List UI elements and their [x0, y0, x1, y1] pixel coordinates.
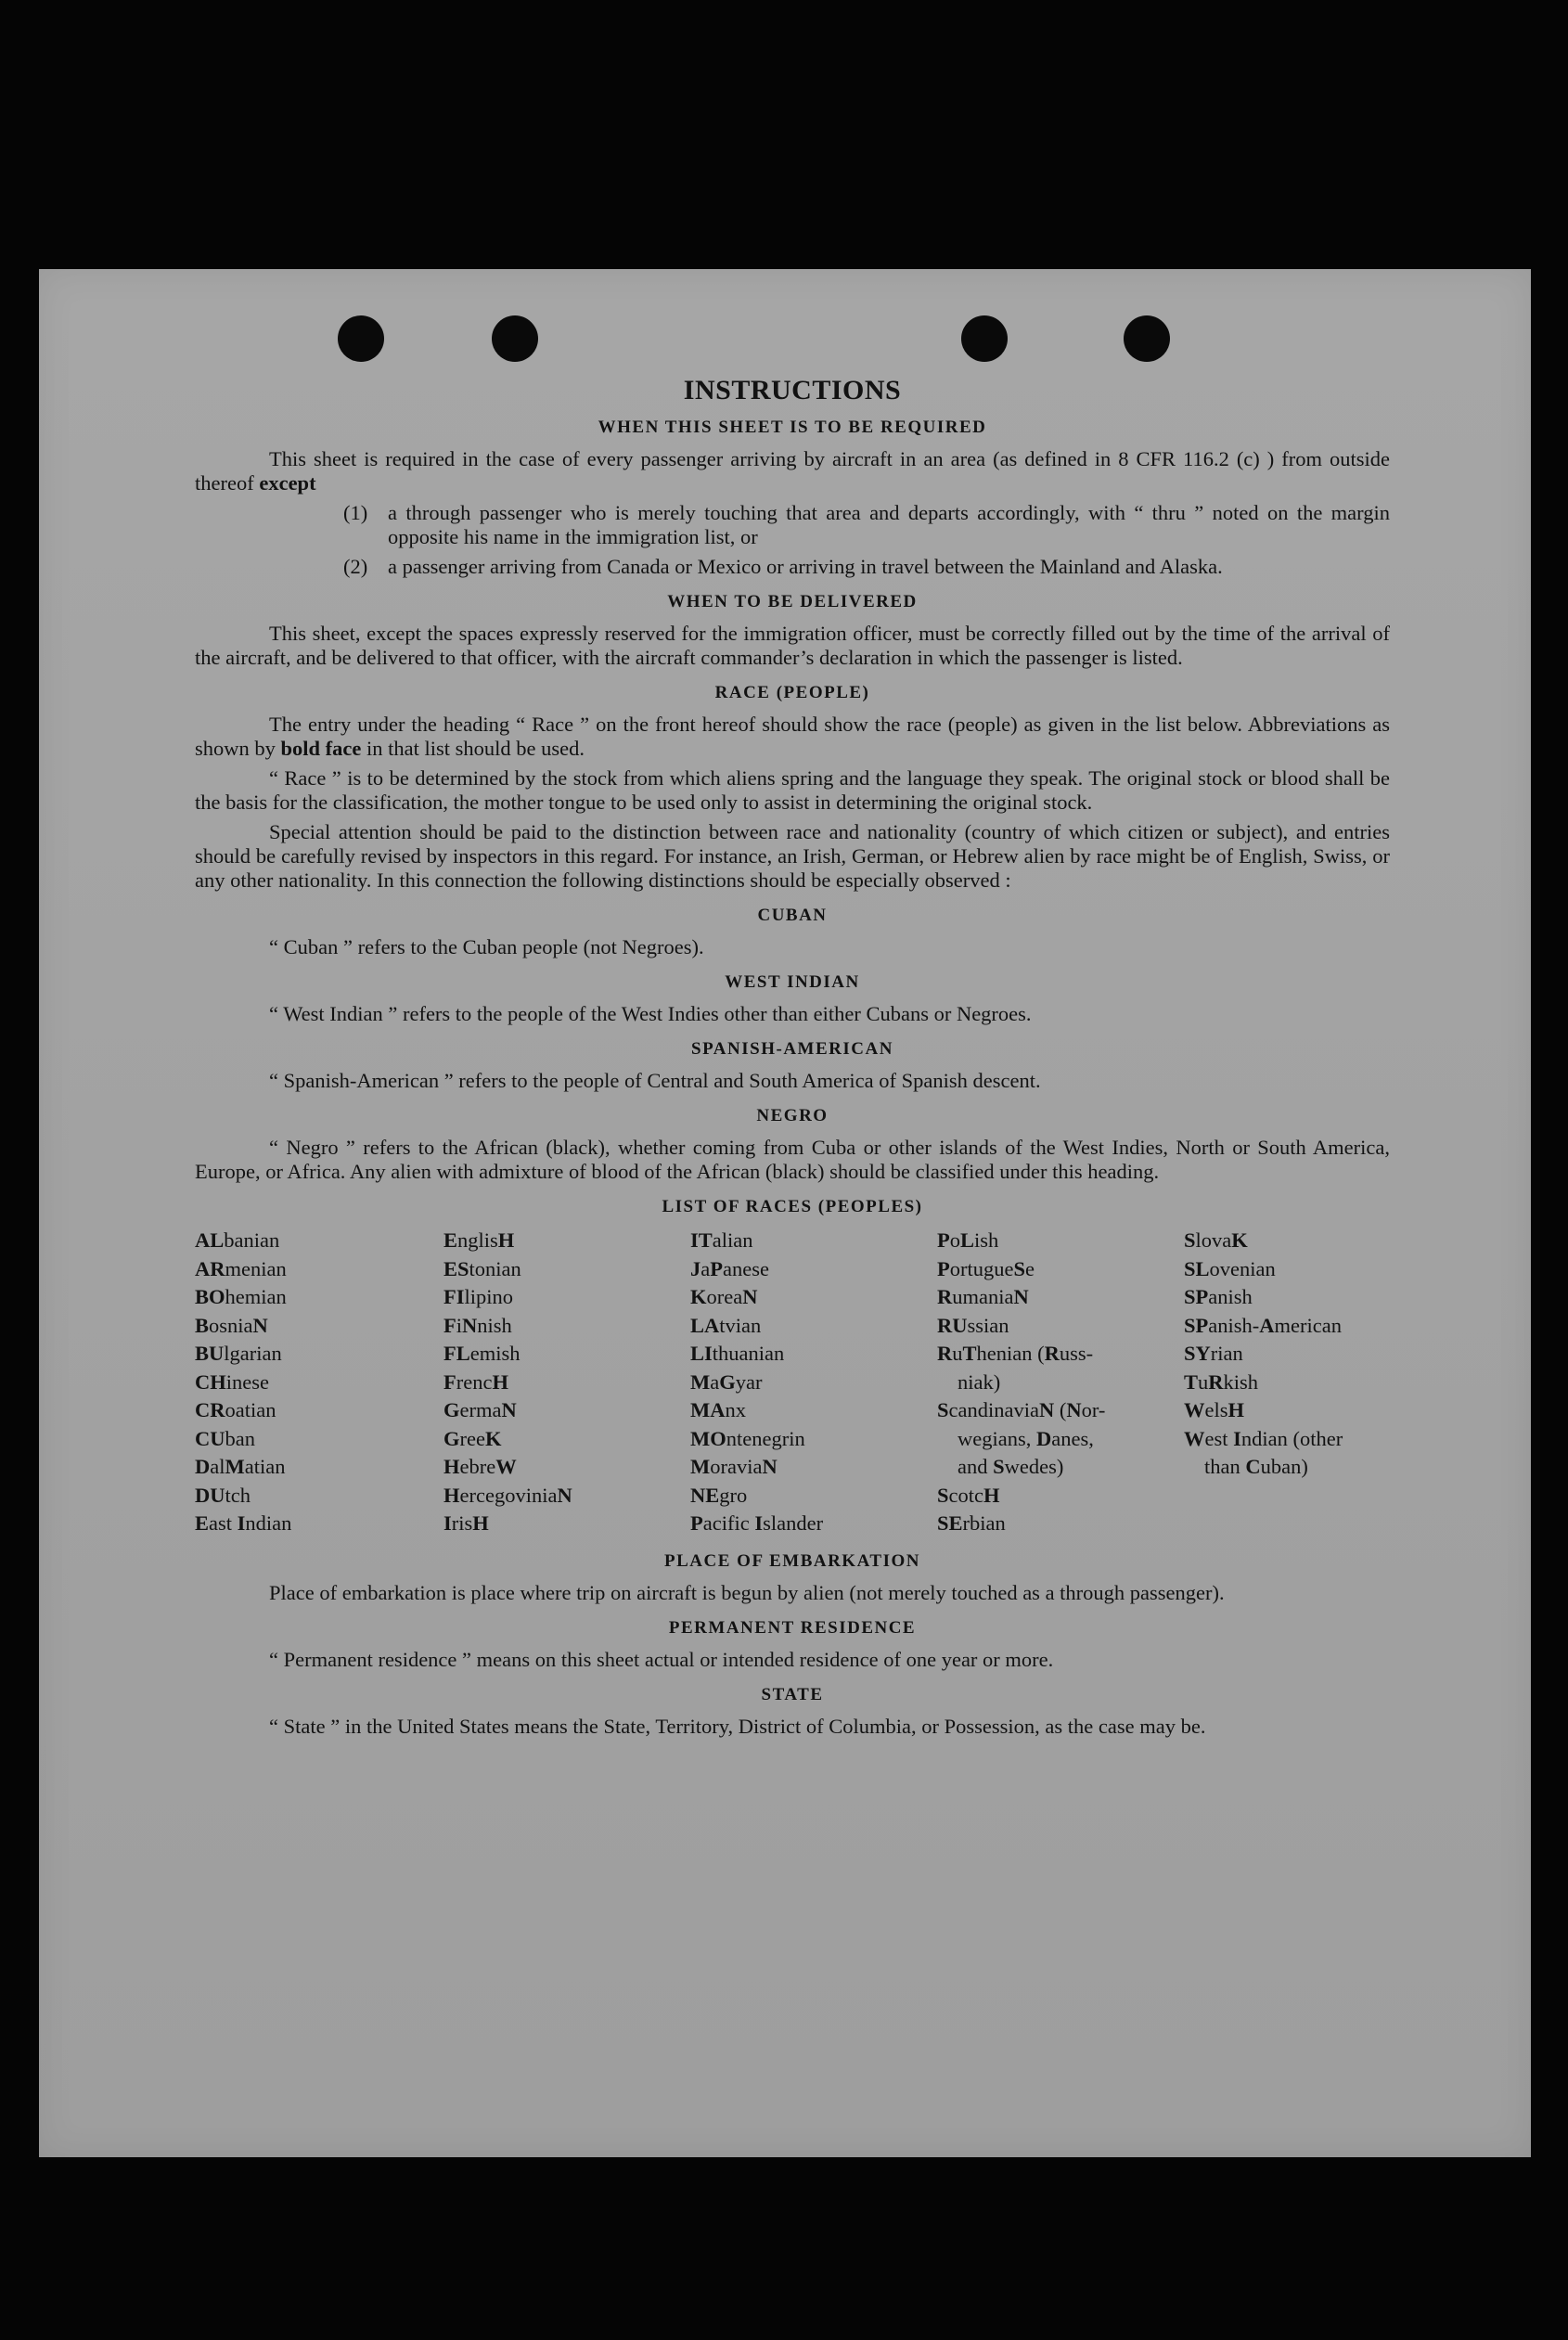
race-entry: EnglisH	[443, 1228, 515, 1252]
race-entry: MaGyar	[690, 1369, 763, 1394]
race-entry: DUtch	[195, 1483, 251, 1507]
race-entry: GreeK	[443, 1426, 502, 1450]
race-entry: PortugueSe	[937, 1256, 1035, 1280]
race-entry: SLovenian	[1184, 1256, 1276, 1280]
race-entry: ITalian	[690, 1228, 753, 1252]
paragraph-west-indian: “ West Indian ” refers to the people of the West Indies other than either Cubans or Negroes.	[269, 1002, 1032, 1025]
race-entry: RUssian	[937, 1313, 1009, 1337]
race-entry: LIthuanian	[690, 1342, 785, 1365]
race-entry: CUban	[195, 1426, 255, 1450]
race-entry: KoreaN	[690, 1285, 758, 1308]
heading-west-indian: WEST INDIAN	[725, 972, 860, 992]
race-entry: EStonian	[443, 1256, 521, 1280]
race-entry: West Indian (other	[1184, 1426, 1343, 1450]
race-entry: niak)	[958, 1369, 1001, 1394]
races-column	[443, 1227, 690, 1538]
race-entry: ALbanian	[195, 1228, 280, 1252]
heading-embarkation: PLACE OF EMBARKATION	[664, 1550, 920, 1571]
race-entry: MoraviaN	[690, 1455, 778, 1478]
race-entry: and Swedes)	[958, 1455, 1064, 1478]
race-entry: FrencH	[443, 1369, 508, 1394]
heading-permanent-residence: PERMANENT RESIDENCE	[668, 1617, 917, 1638]
races-list	[195, 1227, 1390, 1538]
paragraph-negro: “ Negro ” refers to the African (black), whether coming from Cuba or other islands of the West Indies, North or South America, Europe, or Africa. Any alien with admixture of blood of the African (black) should be classified under this heading.	[195, 1136, 1390, 1183]
list-item: (1) a through passenger who is merely touching that area and departs accordingly, with “ thru ” noted on the margin opposite his name in the immigration list, or	[343, 501, 1390, 548]
race-entry: CHinese	[195, 1369, 269, 1394]
paragraph-embarkation: Place of embarkation is place where trip on aircraft is begun by alien (not merely touched as a through passenger).	[269, 1580, 1225, 1604]
race-entry: ScandinaviaN (Nor-	[937, 1398, 1106, 1421]
race-entry: HebreW	[443, 1455, 517, 1478]
race-entry: RuThenian (Russ-	[937, 1342, 1094, 1365]
page-title: INSTRUCTIONS	[683, 375, 902, 405]
races-column	[1184, 1227, 1390, 1538]
race-entry: ScotcH	[937, 1483, 1000, 1507]
race-entry: FLemish	[443, 1342, 521, 1365]
race-entry: TuRkish	[1184, 1369, 1259, 1394]
paragraph-race-2: “ Race ” is to be determined by the stock from which aliens spring and the language they speak. The original stock or blood shall be the basis for the classification, the mother tongue to be used only to assist in determining the original stock.	[195, 766, 1390, 814]
race-entry: LAtvian	[690, 1313, 762, 1337]
race-entry: IrisH	[443, 1511, 489, 1535]
race-entry: SPanish	[1184, 1285, 1253, 1308]
race-entry: DalMatian	[195, 1455, 286, 1478]
heading-spanish-american: SPANISH-AMERICAN	[691, 1039, 893, 1059]
punch-hole	[492, 315, 538, 362]
race-entry: WelsH	[1184, 1398, 1245, 1421]
document-sheet	[39, 269, 1531, 2157]
races-column	[195, 1227, 443, 1538]
race-entry: BosniaN	[195, 1313, 268, 1337]
race-entry: MAnx	[690, 1398, 746, 1421]
race-entry: HercegoviniaN	[443, 1483, 572, 1507]
instructions-text	[195, 375, 1390, 1744]
race-entry: SlovaK	[1184, 1228, 1248, 1252]
races-column	[937, 1227, 1184, 1538]
paragraph-race-3: Special attention should be paid to the distinction between race and nationality (country of which citizen or subject), and entries should be carefully revised by inspectors in this regard. For instance, an Irish, German, or Hebrew alien by race might be of English, Swiss, or any other nationality. In this connection the following distinctions should be especially observed :	[195, 820, 1390, 892]
race-entry: East Indian	[195, 1511, 292, 1535]
paragraph-when-required: This sheet is required in the case of every passenger arriving by aircraft in an area (as defined in 8 CFR 116.2 (c) ) from outside thereof except	[195, 447, 1390, 495]
race-entry: SYrian	[1184, 1342, 1243, 1365]
heading-state: STATE	[761, 1684, 824, 1704]
race-entry: than Cuban)	[1204, 1455, 1308, 1478]
heading-list-of-races: LIST OF RACES (PEOPLES)	[662, 1197, 923, 1216]
race-entry: PoLish	[937, 1228, 999, 1252]
race-entry: NEgro	[690, 1483, 748, 1507]
heading-when-delivered: WHEN TO BE DELIVERED	[667, 592, 918, 611]
race-entry: wegians, Danes,	[958, 1426, 1094, 1450]
race-entry: FIlipino	[443, 1285, 514, 1308]
paragraph-race-1: The entry under the heading “ Race ” on the front hereof should show the race (people) as given in the list below. Abbreviations as shown by bold face in that list should be used.	[195, 713, 1390, 760]
races-column	[690, 1227, 937, 1538]
punch-hole	[961, 315, 1008, 362]
race-entry: BOhemian	[195, 1285, 287, 1308]
heading-negro: NEGRO	[756, 1106, 829, 1125]
race-entry: RumaniaN	[937, 1285, 1029, 1308]
paragraph-state: “ State ” in the United States means the State, Territory, District of Columbia, or Possession, as the case may be.	[269, 1714, 1206, 1738]
heading-when-required: WHEN THIS SHEET IS TO BE REQUIRED	[598, 418, 987, 437]
heading-cuban: CUBAN	[757, 906, 828, 925]
race-entry: ARmenian	[195, 1256, 287, 1280]
paragraph-spanish-american: “ Spanish-American ” refers to the people of Central and South America of Spanish descent.	[269, 1069, 1041, 1092]
race-entry: GermaN	[443, 1398, 517, 1421]
race-entry: CRoatian	[195, 1398, 276, 1421]
race-entry: MOntenegrin	[690, 1426, 805, 1450]
race-entry: SErbian	[937, 1511, 1006, 1535]
heading-race: RACE (PEOPLE)	[714, 683, 870, 702]
paragraph-when-delivered: This sheet, except the spaces expressly reserved for the immigration officer, must be correctly filled out by the time of the arrival of the aircraft, and be delivered to that officer, with the aircraft commander’s declaration in which the passenger is listed.	[195, 622, 1390, 669]
list-item: (2) a passenger arriving from Canada or Mexico or arriving in travel between the Mainland and Alaska.	[343, 555, 1223, 578]
punch-hole	[338, 315, 384, 362]
paragraph-permanent-residence: “ Permanent residence ” means on this sheet actual or intended residence of one year or more.	[269, 1647, 1054, 1671]
race-entry: SPanish-American	[1184, 1313, 1342, 1337]
race-entry: JaPanese	[690, 1256, 769, 1280]
punch-hole	[1124, 315, 1170, 362]
paragraph-cuban: “ Cuban ” refers to the Cuban people (not Negroes).	[269, 935, 704, 958]
race-entry: Pacific Islander	[690, 1511, 824, 1535]
race-entry: FiNnish	[443, 1313, 512, 1337]
race-entry: BUlgarian	[195, 1342, 282, 1365]
